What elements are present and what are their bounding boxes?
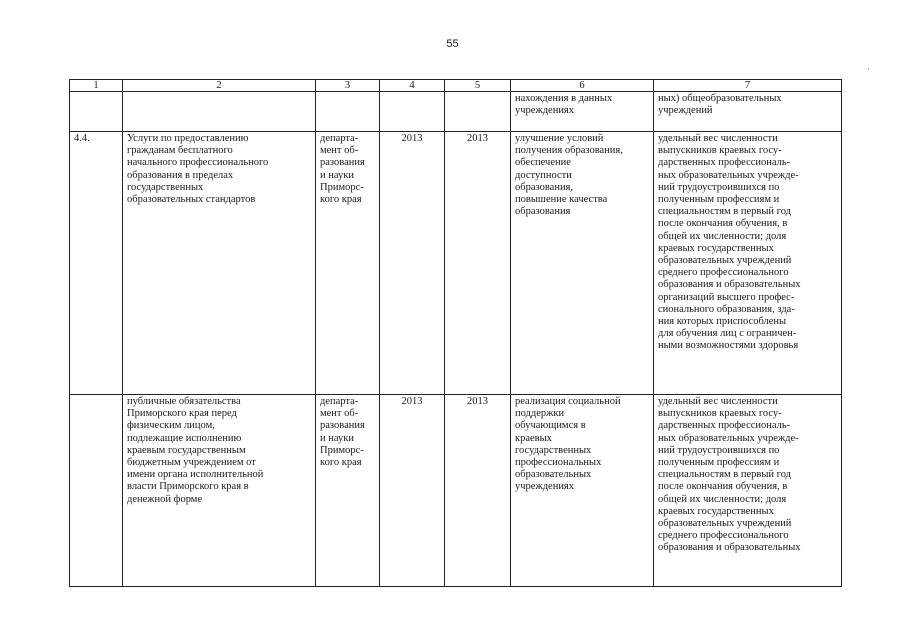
header-cell: 2	[123, 80, 316, 92]
result-text: нахождения в данных учреждениях	[515, 93, 613, 117]
service-text: публичные обязательства Приморского края перед физическим лицом, подлежащие исполнению краевым государственным бюджетным учреждением от имени органа исполнительной власти Приморского края в денежной форме	[127, 396, 264, 505]
result-cell	[511, 92, 654, 132]
year-start-cell	[380, 92, 445, 132]
year-start-cell	[380, 395, 445, 587]
year-end-cell	[445, 132, 511, 395]
service-cell	[123, 92, 316, 132]
result-text: реализация социальной поддержки обучающимся в краевых государственных профессиональных образовательных учреждениях	[515, 396, 621, 493]
services-table	[69, 79, 842, 587]
year-end-cell	[445, 92, 511, 132]
indicator-text: удельный вес численности выпускников краевых госу- дарственных профессиональ- ных образовательных учрежде- ний трудоустроившихся по полученным профессиям и специальностям в первый год после окончания обучения, в общей их численности; доля краевых государственных образовательных учреждений среднего профессионального образования и образовательных организаций высшего профес- сионального образования, зда- ния которых приспособлены для обучения лиц с ограничен- ными возможностями здоровья	[658, 133, 801, 352]
year-end: 2013	[467, 133, 488, 144]
indicator-text: ных) общеобразовательных учреждений	[658, 93, 782, 117]
table-row	[70, 395, 842, 587]
row-number-cell	[70, 92, 123, 132]
result-cell	[511, 395, 654, 587]
indicator-cell	[654, 132, 842, 395]
indicator-cell	[654, 395, 842, 587]
header-cell: 5	[445, 80, 511, 92]
header-cell: 3	[316, 80, 380, 92]
year-start-cell	[380, 132, 445, 395]
service-text: Услуги по предоставлению гражданам бесплатного начального профессионального образования в пределах государственных образовательных стандартов	[127, 133, 269, 206]
result-cell	[511, 132, 654, 395]
service-cell	[123, 395, 316, 587]
header-cell: 1	[70, 80, 123, 92]
year-start: 2013	[401, 396, 423, 407]
row-number-cell	[70, 132, 123, 395]
row-number-cell	[70, 395, 123, 587]
header-cell: 6	[511, 80, 654, 92]
table-row	[70, 132, 842, 395]
page-number: 55	[446, 38, 459, 50]
result-text: улучшение условий получения образования, обеспечение доступности образования, повышение качества образования	[515, 133, 623, 218]
table-row	[70, 92, 842, 132]
header-cell: 4	[380, 80, 445, 92]
department-cell	[316, 395, 380, 587]
department-text: департа- мент об- разования и науки Приморс- кого края	[320, 133, 365, 206]
service-cell	[123, 132, 316, 395]
row-number: 4.4.	[74, 133, 90, 144]
department-cell	[316, 92, 380, 132]
header-cell: 7	[654, 80, 842, 92]
margin-mark	[868, 68, 869, 70]
table-header-row	[70, 80, 842, 92]
indicator-text: удельный вес численности выпускников краевых госу- дарственных профессиональ- ных образовательных учрежде- ний трудоустроившихся по полученным профессиям и специальностям в первый год после окончания обучения, в общей их численности; доля краевых государственных образовательных учреждений среднего профессионального образования и образовательных	[658, 396, 801, 554]
year-end-cell	[445, 395, 511, 587]
department-text: департа- мент об- разования и науки Приморс- кого края	[320, 396, 365, 469]
year-end: 2013	[467, 396, 488, 407]
department-cell	[316, 132, 380, 395]
year-start: 2013	[401, 133, 423, 144]
indicator-cell	[654, 92, 842, 132]
